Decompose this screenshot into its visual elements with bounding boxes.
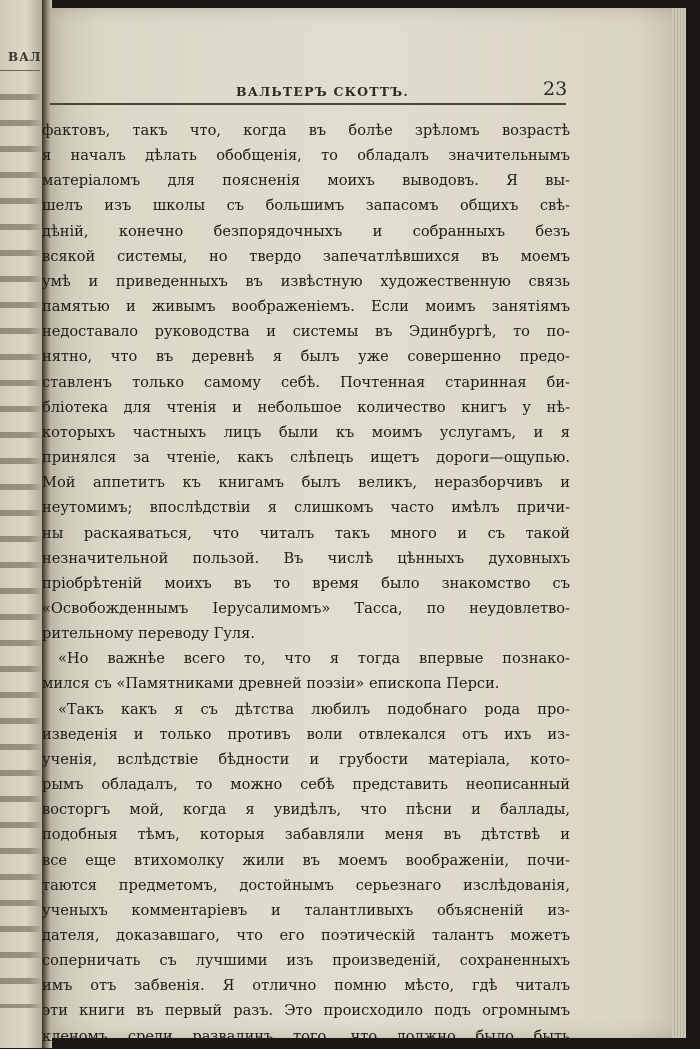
text-line: принялся за чтеніе, какъ слѣпецъ ищетъ дороги—ощупью. <box>42 449 570 467</box>
text-line: всякой системы, но твердо запечатлѣвшихся въ моемъ <box>42 247 570 265</box>
text-line: «Освобожденнымъ Іерусалимомъ» Тасса, по неудовлетво- <box>42 599 570 617</box>
text-line: изведенія и только противъ воли отвлекался отъ ихъ из- <box>42 725 570 743</box>
text-line: кленомъ среди развалинъ того, что должно было быть <box>42 1027 570 1045</box>
text-line: ставленъ только самому себѣ. Почтенная старинная би- <box>42 373 570 391</box>
text-line: памятью и живымъ воображеніемъ. Если моимъ занятіямъ <box>42 298 570 316</box>
page-header <box>50 76 570 102</box>
facing-page-rule <box>0 70 40 71</box>
text-line: мился съ «Памятниками древней поэзіи» епископа Перси. <box>42 675 500 693</box>
text-line: недоставало руководства и системы въ Эдинбургѣ, то по- <box>42 323 570 341</box>
text-line: нятно, что въ деревнѣ я былъ уже совершенно предо- <box>42 348 570 366</box>
text-line: дателя, доказавшаго, что его поэтическій талантъ можетъ <box>42 927 570 944</box>
book-page <box>42 8 686 1045</box>
facing-page-header: ВАЛ <box>8 50 42 64</box>
text-line: восторгъ мой, когда я увидѣлъ, что пѣсни и баллады, <box>42 801 570 819</box>
text-line: дѣній, конечно безпорядочныхъ и собранныхъ безъ <box>42 222 570 240</box>
text-line: «Такъ какъ я съ дѣтства любилъ подобнаго рода про- <box>58 700 570 718</box>
text-line: я началъ дѣлать обобщенія, то обладалъ значительнымъ <box>42 147 570 165</box>
text-line: таются предметомъ, достойнымъ серьезнаго изслѣдованія, <box>42 876 570 894</box>
text-line: соперничать съ лучшими изъ произведеній, сохраненныхъ <box>42 952 570 970</box>
text-line: ны раскаяваться, что читалъ такъ много и съ такой <box>42 524 570 542</box>
text-line: рымъ обладалъ, то можно себѣ представить неописанный <box>42 776 570 794</box>
text-line: все еще втихомолку жили въ моемъ воображеніи, почи- <box>42 851 570 869</box>
text-line: фактовъ, такъ что, когда въ болѣе зрѣломъ возрастѣ <box>42 122 570 139</box>
text-line: рительному переводу Гуля. <box>42 625 256 643</box>
page-edges <box>672 8 686 1038</box>
header-rule <box>50 103 566 105</box>
text-line: эти книги въ первый разъ. Это происходило подъ огромнымъ <box>42 1002 570 1020</box>
text-line: шелъ изъ школы съ большимъ запасомъ общихъ свѣ- <box>42 197 570 215</box>
text-line: имъ отъ забвенія. Я отлично помню мѣсто, гдѣ читалъ <box>42 977 570 995</box>
text-line: ученія, вслѣдствіе бѣдности и грубости матеріала, кото- <box>42 750 570 768</box>
facing-page-text-block <box>0 84 42 1008</box>
text-line: пріобрѣтеній моихъ въ то время было знакомство съ <box>42 574 570 592</box>
text-line: подобныя тѣмъ, которыя забавляли меня въ дѣтствѣ и <box>42 826 570 844</box>
text-line: Мой аппетитъ къ книгамъ былъ великъ, неразборчивъ и <box>42 474 570 492</box>
running-title: ВАЛЬТЕРЪ СКОТТЪ. <box>236 84 409 99</box>
text-line: матеріаломъ для поясненія моихъ выводовъ. Я вы- <box>42 172 570 190</box>
text-line: незначительной пользой. Въ числѣ цѣнныхъ духовныхъ <box>42 549 570 567</box>
text-line: умѣ и приведенныхъ въ извѣстную художественную связь <box>42 272 570 290</box>
facing-page <box>0 0 46 1048</box>
text-line: бліотека для чтенія и небольшое количество книгъ у нѣ- <box>42 398 570 416</box>
text-line: ученыхъ комментаріевъ и талантливыхъ объясненій из- <box>42 901 570 919</box>
body-text <box>42 118 570 1049</box>
text-line: неутомимъ; впослѣдствіи я слишкомъ часто имѣлъ причи- <box>42 499 570 517</box>
text-line: «Но важнѣе всего то, что я тогда впервые познако- <box>58 650 570 668</box>
text-line: которыхъ частныхъ лицъ были къ моимъ услугамъ, и я <box>42 423 570 441</box>
page-number: 23 <box>543 78 568 100</box>
